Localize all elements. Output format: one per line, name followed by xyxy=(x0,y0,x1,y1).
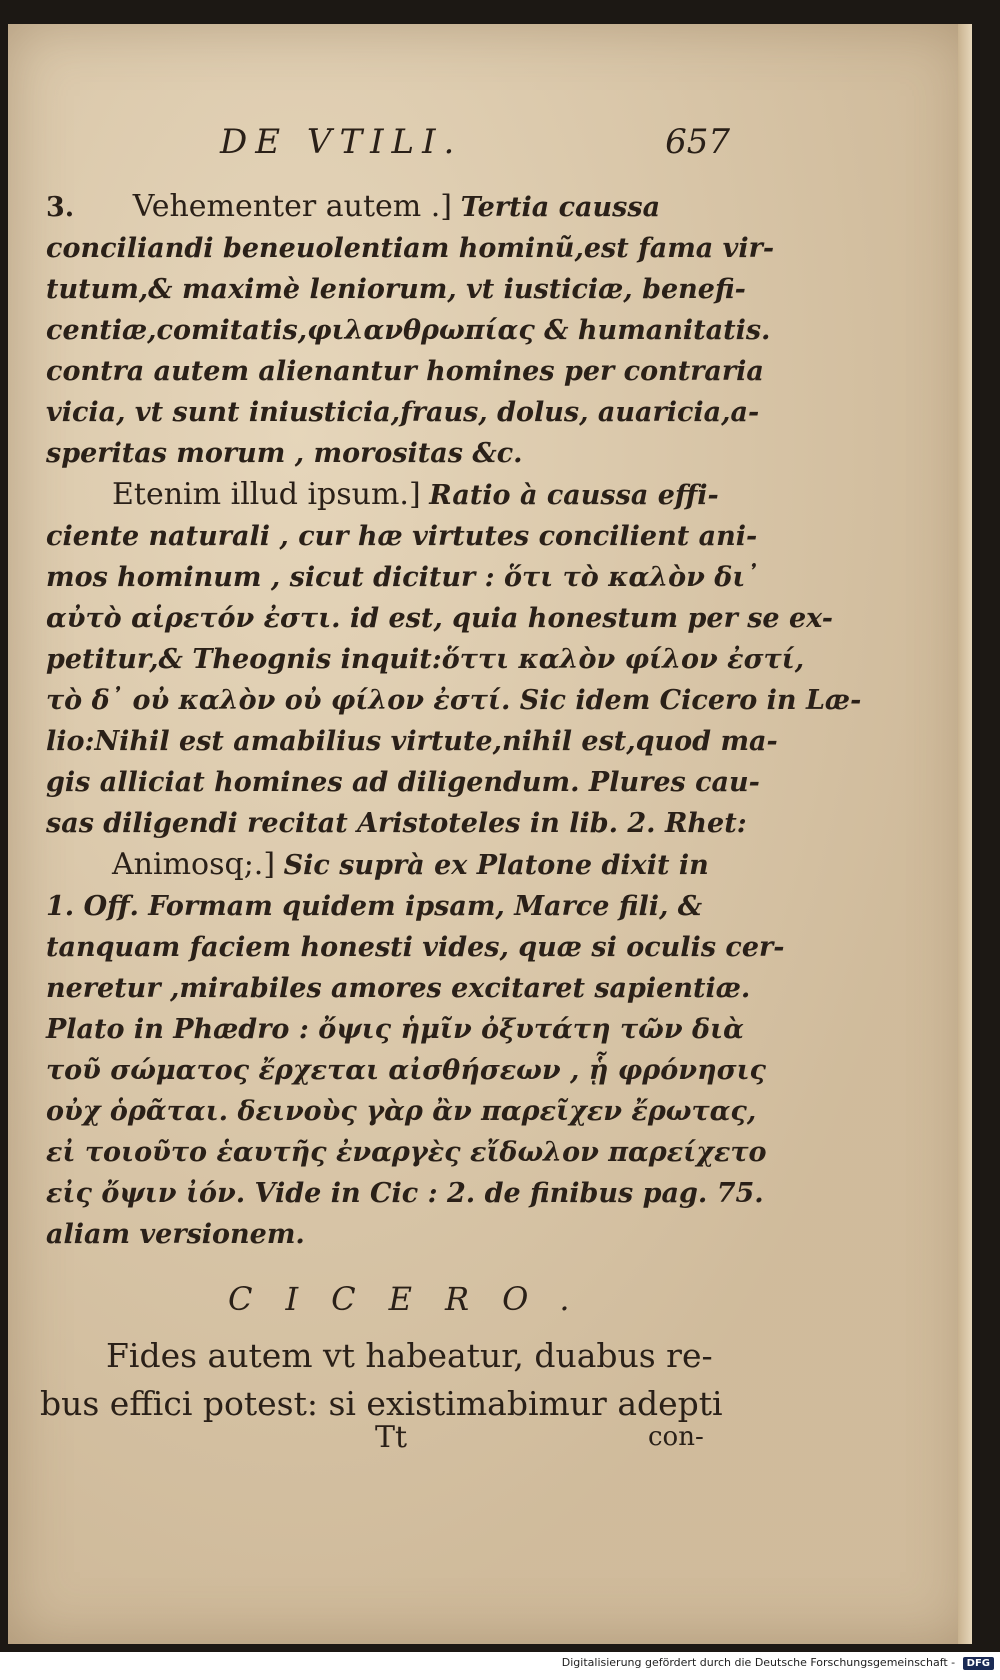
text-line: εἰς ὄψιν ἰόν. Vide in Cic : 2. de finibus pag. 75. xyxy=(46,1178,764,1209)
text-line: mos hominum , sicut dicitur : ὅτι τὸ καλὸν δι᾽ xyxy=(46,562,759,593)
section-heading: CICERO. xyxy=(228,1280,603,1318)
page-header xyxy=(220,122,730,172)
text-line: αὐτὸ αἱρετόν ἐστι. id est, quia honestum per se ex- xyxy=(46,603,833,634)
footer-text: Digitalisierung gefördert durch die Deutsche Forschungsgemeinschaft - xyxy=(561,1656,956,1669)
page-edge xyxy=(958,24,972,1644)
running-head: DE VTILI. xyxy=(220,122,463,162)
text-line: contra autem alienantur homines per contraria xyxy=(46,356,764,387)
text-line: Plato in Phædro : ὄψις ἡμῖν ὀξυτάτη τῶν διὰ xyxy=(46,1014,744,1045)
lemma: Etenim illud ipsum.] xyxy=(112,477,421,512)
cicero-text xyxy=(40,1332,740,1428)
text-line xyxy=(46,844,736,886)
text-line: vicia, vt sunt iniusticia,fraus, dolus, auaricia,a- xyxy=(46,397,760,428)
digitization-footer xyxy=(0,1656,994,1670)
text-line: tanquam faciem honesti vides, quæ si oculis cer- xyxy=(46,932,785,963)
text-line: οὐχ ὁρᾶται. δεινοὺς γὰρ ἂν παρεῖχεν ἔρωτας, xyxy=(46,1096,757,1127)
text-line: bus effici potest: si existimabimur adepti xyxy=(40,1384,723,1423)
lemma: Animosq;.] xyxy=(112,847,276,882)
text-line: εἰ τοιοῦτο ἑαυτῆς ἐναργὲς εἴδωλον παρείχετο xyxy=(46,1137,767,1168)
text-line: τοῦ σώματος ἔρχεται αἰσθήσεων , ᾗ φρόνησις xyxy=(46,1055,766,1086)
dfg-logo: DFG xyxy=(963,1657,994,1670)
text-line xyxy=(46,186,736,228)
text-line: petitur,& Theognis inquit:ὅττι καλὸν φίλον ἐστί, xyxy=(46,644,805,675)
lemma: Vehementer autem .] xyxy=(132,189,452,224)
text-line: centiæ,comitatis,φιλανθρωπίας & humanitatis. xyxy=(46,315,771,346)
text-line: neretur ,mirabiles amores excitaret sapientiæ. xyxy=(46,973,751,1004)
catchword: con- xyxy=(648,1422,704,1452)
text-line: sas diligendi recitat Aristoteles in lib. 2. Rhet: xyxy=(46,808,747,839)
commentary: Tertia caussa xyxy=(460,192,661,223)
text-line: gis alliciat homines ad diligendum. Plures cau- xyxy=(46,767,760,798)
text-line: aliam versionem. xyxy=(46,1219,305,1250)
text-line: Fides autem vt habeatur, duabus re- xyxy=(106,1336,713,1375)
paragraph-number: 3. xyxy=(46,192,75,223)
text-line: 1. Off. Formam quidem ipsam, Marce fili, & xyxy=(46,891,703,922)
text-line: τὸ δ᾽ οὐ καλὸν οὐ φίλον ἐστί. Sic idem Cicero in Læ- xyxy=(46,685,862,716)
text-line: lio:Nihil est amabilius virtute,nihil est,quod ma- xyxy=(46,726,778,757)
commentary-text xyxy=(46,186,862,1255)
text-line xyxy=(46,474,736,516)
signature-mark: Tt xyxy=(375,1420,408,1455)
text-line: ciente naturali , cur hæ virtutes concilient ani- xyxy=(46,521,758,552)
text-line: conciliandi beneuolentiam hominũ,est fama vir- xyxy=(46,233,775,264)
commentary: Sic suprà ex Platone dixit in xyxy=(283,850,709,881)
commentary: Ratio à caussa effi- xyxy=(429,480,719,511)
page-number: 657 xyxy=(665,122,730,162)
text-line: speritas morum , morositas &c. xyxy=(46,438,523,469)
text-line: tutum,& maximè leniorum, vt iusticiæ, benefi- xyxy=(46,274,746,305)
